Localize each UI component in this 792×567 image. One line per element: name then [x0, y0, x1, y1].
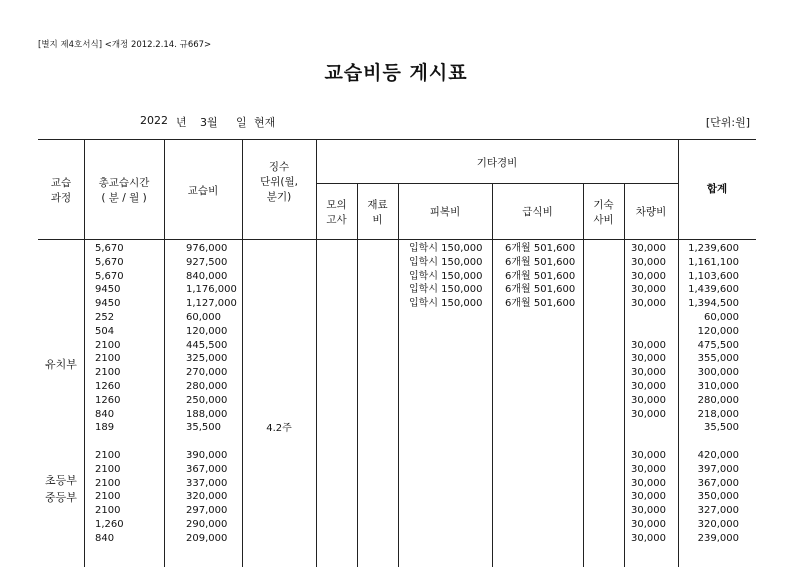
- cell-tuition: 290,000: [186, 519, 228, 530]
- cell-hours: 5,670: [95, 270, 124, 282]
- header-vehicle: 차량비: [635, 206, 667, 218]
- cell-vehicle: 30,000: [631, 450, 666, 461]
- cell-tuition: 390,000: [186, 450, 228, 461]
- header-total: 합계: [706, 183, 728, 195]
- cell-tuition: 120,000: [186, 325, 228, 337]
- unit-note: [단위:원]: [705, 116, 750, 129]
- cell-meals: 6개월 501,600: [505, 256, 576, 268]
- cell-total: 35,500: [704, 422, 739, 434]
- cell-hours: 2100: [95, 463, 121, 475]
- cell-hours: 2100: [95, 353, 121, 365]
- cell-vehicle: 30,000: [631, 256, 666, 268]
- header-other-fees: 기타경비: [476, 157, 518, 169]
- cell-total: 327,000: [697, 505, 739, 517]
- cell-meals: 6개월 501,600: [505, 243, 576, 254]
- cell-vehicle: 30,000: [631, 284, 666, 296]
- cell-total: 1,103,600: [688, 270, 739, 282]
- cell-tuition: 367,000: [186, 463, 228, 475]
- cell-total: 120,000: [697, 325, 739, 337]
- cell-tuition: 270,000: [186, 367, 228, 379]
- cell-uniform: 입학시 150,000: [409, 256, 483, 268]
- cell-uniform: 입학시 150,000: [409, 284, 483, 296]
- cell-hours: 189: [95, 422, 115, 434]
- cell-vehicle: 30,000: [631, 505, 666, 517]
- cell-vehicle: 30,000: [631, 243, 666, 254]
- cell-vehicle: 30,000: [631, 532, 666, 544]
- col-line-7: [492, 184, 493, 567]
- cell-meals: 6개월 501,600: [505, 270, 576, 282]
- date-year-unit: 년: [176, 116, 187, 129]
- cell-uniform: 입학시 150,000: [409, 270, 483, 282]
- form-note: [별지 제4호서식] <개정 2012.2.14. 규667>: [38, 40, 212, 50]
- cell-vehicle: 30,000: [631, 298, 666, 310]
- cell-total: 420,000: [697, 450, 739, 461]
- cell-tuition: 35,500: [186, 422, 221, 434]
- cell-tuition: 445,500: [186, 339, 228, 351]
- date-month: 3월: [200, 116, 218, 129]
- cell-total: 60,000: [704, 312, 739, 323]
- cell-vehicle: 30,000: [631, 381, 666, 392]
- cell-tuition: 1,176,000: [186, 284, 237, 296]
- document-title: 교습비등 게시표: [324, 62, 468, 84]
- cell-total: 350,000: [697, 491, 739, 503]
- cell-vehicle: 30,000: [631, 339, 666, 351]
- cell-total: 218,000: [697, 408, 739, 420]
- cell-hours: 9450: [95, 284, 121, 296]
- header-bottom-border: [38, 239, 756, 240]
- cell-hours: 1260: [95, 394, 121, 406]
- date-year: 2022: [140, 114, 168, 127]
- header-course: 교습 과정: [50, 177, 72, 204]
- cell-hours: 840: [95, 532, 115, 544]
- cell-total: 397,000: [697, 463, 739, 475]
- cell-vehicle: 30,000: [631, 491, 666, 503]
- cell-uniform: 입학시 150,000: [409, 243, 483, 254]
- col-line-6: [398, 184, 399, 567]
- cell-hours: 2100: [95, 367, 121, 379]
- cell-vehicle: 30,000: [631, 463, 666, 475]
- header-meals: 급식비: [522, 206, 553, 218]
- cell-tuition: 280,000: [186, 381, 228, 392]
- cell-total: 1,394,500: [688, 298, 739, 310]
- cell-tuition: 320,000: [186, 491, 228, 503]
- header-materials: 재료 비: [367, 199, 388, 226]
- cell-tuition: 976,000: [186, 243, 228, 254]
- cell-vehicle: 30,000: [631, 477, 666, 489]
- cell-total: 310,000: [697, 381, 739, 392]
- cell-total: 475,500: [697, 339, 739, 351]
- category-elementary-middle: 초등부 중등부: [45, 474, 77, 504]
- cell-vehicle: 30,000: [631, 394, 666, 406]
- cell-hours: 5,670: [95, 243, 124, 254]
- cell-meals: 6개월 501,600: [505, 284, 576, 296]
- header-mock-exam: 모의 고사: [326, 199, 347, 226]
- cell-tuition: 209,000: [186, 532, 228, 544]
- cell-total: 367,000: [697, 477, 739, 489]
- collection-unit-value: 4.2주: [266, 423, 292, 434]
- cell-hours: 504: [95, 325, 115, 337]
- cell-tuition: 60,000: [186, 312, 221, 323]
- cell-hours: 1260: [95, 381, 121, 392]
- header-uniform: 피복비: [429, 206, 461, 218]
- header-collection-unit: 징수 단위(월, 분기): [260, 161, 298, 203]
- cell-hours: 840: [95, 408, 115, 420]
- date-suffix: 현재: [254, 116, 276, 129]
- cell-tuition: 250,000: [186, 394, 228, 406]
- cell-uniform: 입학시 150,000: [409, 298, 483, 310]
- date-day-unit: 일: [236, 116, 247, 129]
- header-dormitory: 기숙 사비: [593, 199, 614, 226]
- cell-hours: 252: [95, 312, 115, 323]
- cell-meals: 6개월 501,600: [505, 298, 576, 310]
- cell-tuition: 325,000: [186, 353, 228, 365]
- cell-total: 280,000: [697, 394, 739, 406]
- cell-tuition: 927,500: [186, 256, 228, 268]
- cell-hours: 5,670: [95, 256, 124, 268]
- cell-hours: 2100: [95, 450, 121, 461]
- cell-vehicle: 30,000: [631, 408, 666, 420]
- category-kindergarten: 유치부: [45, 358, 77, 371]
- cell-total: 320,000: [697, 519, 739, 530]
- cell-hours: 2100: [95, 339, 121, 351]
- cell-total: 300,000: [697, 367, 739, 379]
- cell-hours: 2100: [95, 491, 121, 503]
- col-line-8: [583, 184, 584, 567]
- cell-hours: 2100: [95, 505, 121, 517]
- cell-total: 355,000: [697, 353, 739, 365]
- col-line-5: [357, 184, 358, 567]
- cell-total: 1,439,600: [688, 284, 739, 296]
- cell-total: 1,239,600: [688, 243, 739, 254]
- cell-tuition: 337,000: [186, 477, 228, 489]
- cell-hours: 2100: [95, 477, 121, 489]
- cell-tuition: 188,000: [186, 408, 228, 420]
- cell-tuition: 840,000: [186, 270, 228, 282]
- cell-tuition: 297,000: [186, 505, 228, 517]
- cell-vehicle: 30,000: [631, 367, 666, 379]
- col-line-2: [164, 140, 165, 567]
- header-tuition: 교습비: [187, 185, 219, 197]
- header-total-hours: 총교습시간 ( 분 / 월 ): [98, 177, 150, 204]
- cell-vehicle: 30,000: [631, 353, 666, 365]
- cell-hours: 1,260: [95, 519, 124, 530]
- cell-total: 1,161,100: [688, 256, 739, 268]
- cell-vehicle: 30,000: [631, 519, 666, 530]
- table-top-border: [38, 139, 756, 140]
- cell-total: 239,000: [697, 532, 739, 544]
- cell-tuition: 1,127,000: [186, 298, 237, 310]
- cell-hours: 9450: [95, 298, 121, 310]
- cell-vehicle: 30,000: [631, 270, 666, 282]
